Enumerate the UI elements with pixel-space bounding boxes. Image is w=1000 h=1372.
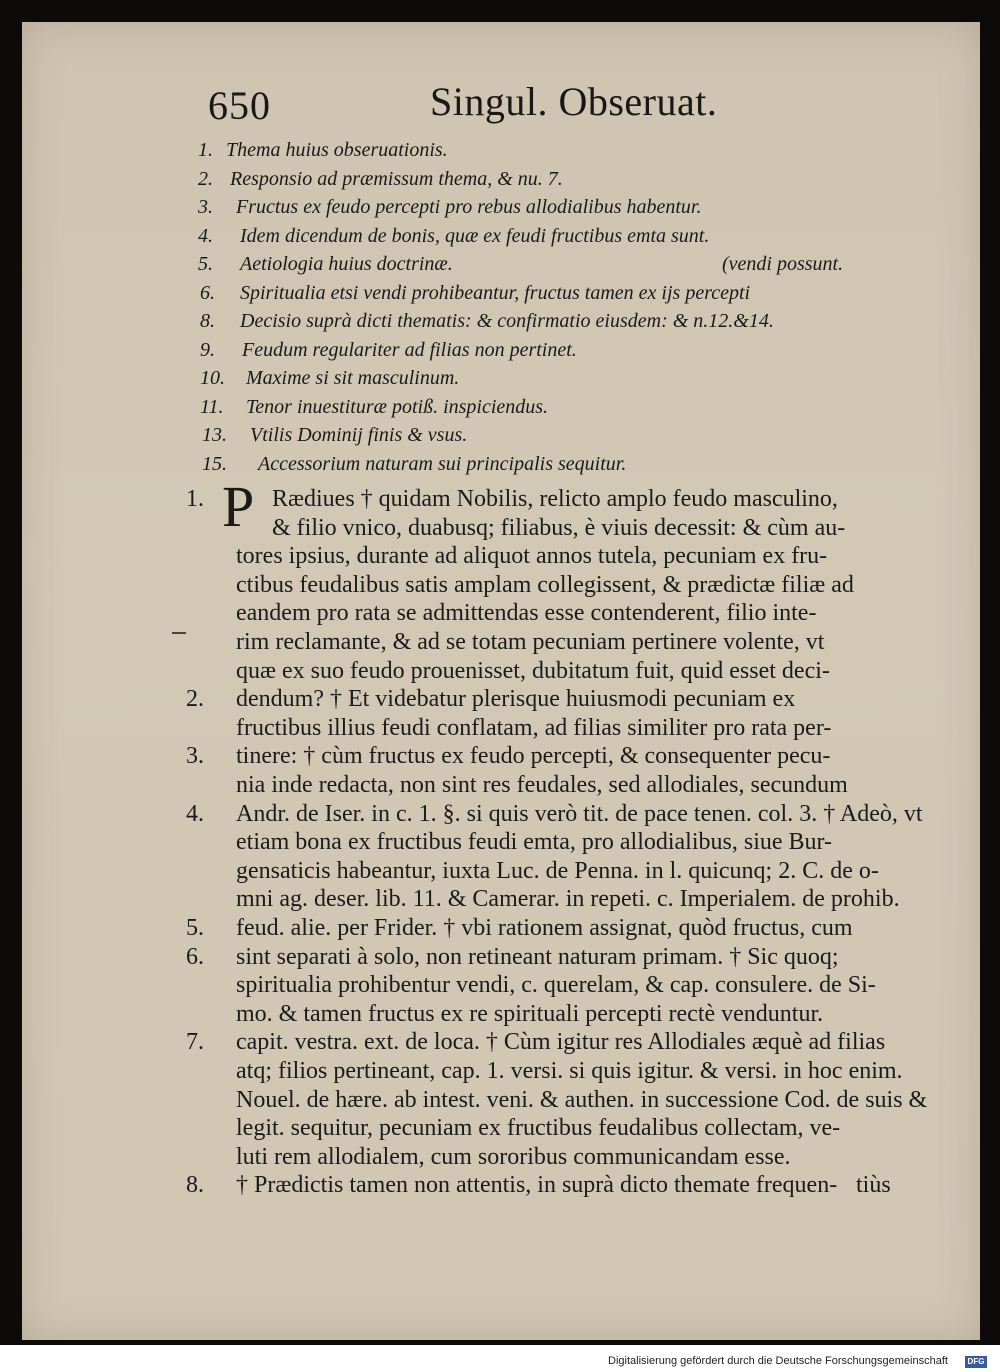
summary-number: 4. bbox=[198, 224, 213, 247]
summary-number: 10. bbox=[200, 367, 225, 389]
summary-number: 6. bbox=[200, 281, 215, 304]
line-text: & filio vnico, duabusq; filiabus, è viuis decessit: & cùm au- bbox=[272, 514, 846, 541]
line-text: etiam bona ex fructibus feudi emta, pro allodialibus, siue Bur- bbox=[236, 829, 833, 856]
margin-number: 7. bbox=[186, 1029, 204, 1056]
summary-text: Feudum regulariter ad filias non pertinet. bbox=[242, 338, 577, 361]
margin-dash bbox=[172, 632, 186, 634]
summary-number: 5. bbox=[198, 253, 213, 275]
summary-number: 15. bbox=[202, 452, 227, 475]
margin-number: 4. bbox=[186, 800, 204, 827]
summary-number: 8. bbox=[200, 310, 215, 332]
line-text: feud. alie. per Frider. † vbi rationem assignat, quòd fructus, cum bbox=[236, 915, 853, 941]
summary-text: Spiritualia etsi vendi prohibeantur, fructus tamen ex ijs percepti bbox=[240, 281, 751, 304]
line-text: Andr. de Iser. in c. 1. §. si quis verò tit. de pace tenen. col. 3. † Adeò, vt bbox=[236, 800, 923, 827]
margin-number: 2. bbox=[186, 686, 204, 713]
line-text: luti rem allodialem, cum sororibus communicandam esse. bbox=[236, 1143, 791, 1170]
line-text: spiritualia prohibentur vendi, c. querelam, & cap. consulere. de Si- bbox=[236, 972, 876, 999]
line-text: eandem pro rata se admittendas esse contenderent, filio inte- bbox=[236, 600, 817, 627]
summary-text: Accessorium naturam sui principalis sequitur. bbox=[258, 452, 627, 475]
line-text: capit. vestra. ext. de loca. † Cùm igitur res Allodiales æquè ad filias bbox=[236, 1029, 886, 1056]
line-text: Rædiues † quidam Nobilis, relicto amplo feudo masculino, bbox=[272, 486, 838, 512]
book-page bbox=[22, 22, 980, 1340]
margin-number: 3. bbox=[186, 743, 204, 770]
summary-text: Thema huius obseruationis. bbox=[226, 139, 448, 161]
margin-number: 5. bbox=[186, 915, 204, 941]
summary-number: 9. bbox=[200, 338, 215, 361]
summary-text: Maxime si sit masculinum. bbox=[246, 367, 460, 389]
page-number: 650 bbox=[208, 83, 271, 128]
line-text: atq; filios pertineant, cap. 1. versi. si quis igitur. & versi. in hoc enim. bbox=[236, 1058, 903, 1084]
summary-text: Tenor inuestituræ potiß. inspiciendus. bbox=[246, 395, 549, 418]
summary-text: Idem dicendum de bonis, quæ ex feudi fructibus emta sunt. bbox=[240, 224, 710, 247]
catchword: tiùs bbox=[856, 1172, 891, 1198]
running-head: Singul. Obseruat. bbox=[430, 79, 718, 124]
summary-number: 11. bbox=[200, 395, 224, 418]
summary-extra: (vendi possunt. bbox=[722, 253, 844, 275]
line-text: † Prædictis tamen non attentis, in suprà dicto themate frequen- bbox=[236, 1172, 838, 1199]
line-text: sint separati à solo, non retineant naturam primam. † Sic quoq; bbox=[236, 943, 839, 970]
summary-number: 1. bbox=[198, 139, 213, 161]
line-text: tinere: † cùm fructus ex feudo percepti, & consequenter pecu- bbox=[236, 743, 831, 770]
summary-text: Aetiologia huius doctrinæ. bbox=[240, 253, 453, 275]
summary-text: Responsio ad præmissum thema, & nu. 7. bbox=[230, 167, 563, 190]
line-text: nia inde redacta, non sint res feudales, sed allodiales, secundum bbox=[236, 772, 848, 798]
margin-number: 1. bbox=[186, 486, 204, 512]
line-text: fructibus illius feudi conflatam, ad filias similiter pro rata per- bbox=[236, 714, 832, 741]
summary-text: Vtilis Dominij finis & vsus. bbox=[250, 424, 468, 446]
margin-number: 8. bbox=[186, 1172, 204, 1199]
summary-number: 2. bbox=[198, 167, 213, 190]
summary-number: 3. bbox=[198, 196, 213, 218]
line-text: mni ag. deser. lib. 11. & Camerar. in repeti. c. Imperialem. de prohib. bbox=[236, 886, 900, 913]
line-text: ctibus feudalibus satis amplam collegissent, & prædictæ filiæ ad bbox=[236, 571, 854, 598]
line-text: legit. sequitur, pecuniam ex fructibus feudalibus collectam, ve- bbox=[236, 1115, 841, 1142]
footer-credit: Digitalisierung gefördert durch die Deutsche Forschungsgemeinschaft bbox=[608, 1355, 948, 1367]
summary-number: 13. bbox=[202, 424, 227, 446]
line-text: quæ ex suo feudo prouenisset, dubitatum fuit, quid esset deci- bbox=[236, 657, 830, 684]
dfg-logo: DFG bbox=[965, 1356, 987, 1368]
line-text: Nouel. de hære. ab intest. veni. & authen. in successione Cod. de suis & bbox=[236, 1086, 928, 1113]
drop-cap: P bbox=[222, 474, 255, 539]
summary-text: Decisio suprà dicti thematis: & confirmatio eiusdem: & n.12.&14. bbox=[240, 310, 774, 332]
line-text: tores ipsius, durante ad aliquot annos tutela, pecuniam ex fru- bbox=[236, 543, 828, 570]
margin-number: 6. bbox=[186, 943, 204, 970]
summary-text: Fructus ex feudo percepti pro rebus allodialibus habentur. bbox=[236, 196, 702, 218]
line-text: gensaticis habeantur, iuxta Luc. de Penna. in l. quicunq; 2. C. de o- bbox=[236, 857, 879, 884]
line-text: mo. & tamen fructus ex re spirituali percepti rectè venduntur. bbox=[236, 1000, 824, 1027]
line-text: rim reclamante, & ad se totam pecuniam pertinere volente, vt bbox=[236, 629, 825, 655]
line-text: dendum? † Et videbatur plerisque huiusmodi pecuniam ex bbox=[236, 686, 796, 713]
